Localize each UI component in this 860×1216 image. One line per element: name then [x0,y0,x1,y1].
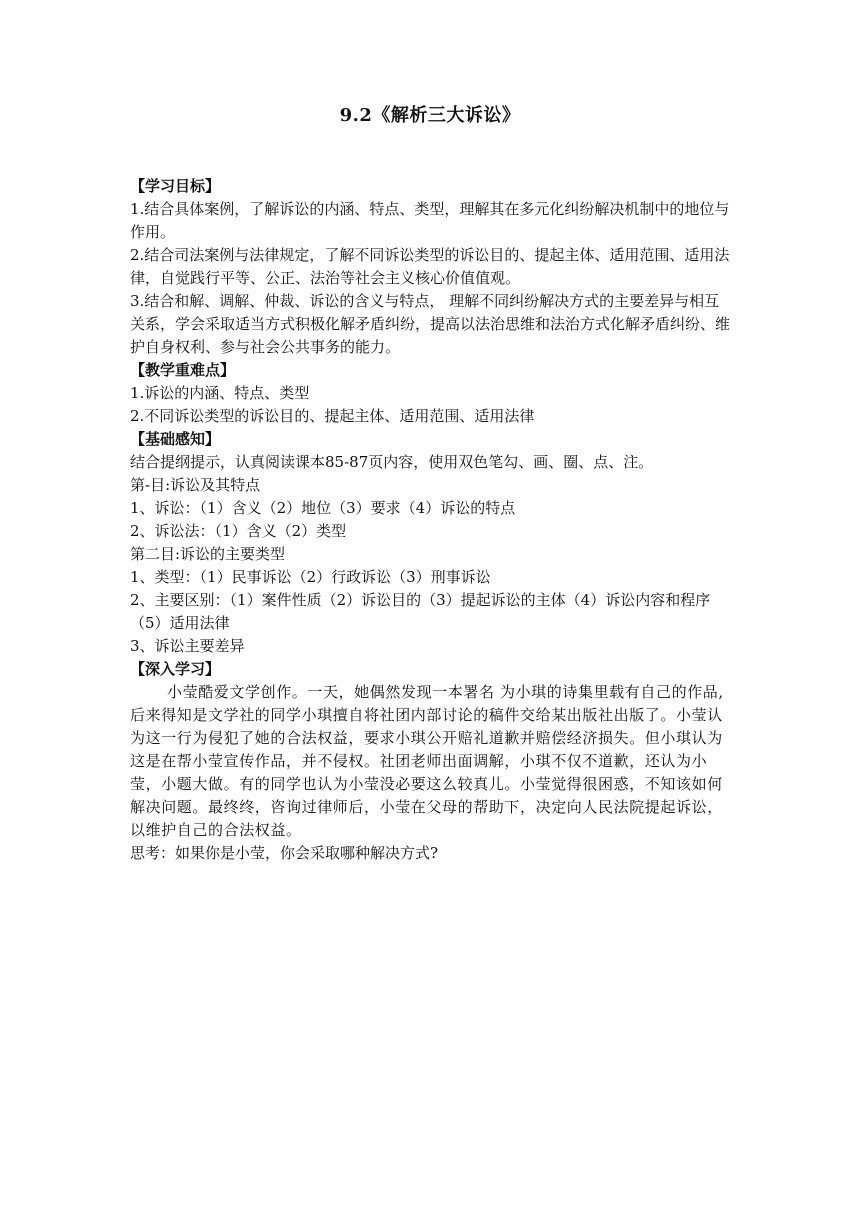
key-point-item: 2.不同诉讼类型的诉讼目的、提起主体、适用范围、适用法律 [130,407,535,425]
part2-item: 2、主要区别：（1）案件性质（2）诉讼目的（3）提起诉讼的主体（4）诉讼内容和程序（5）适用法律 [130,591,711,632]
part1-title: 第-目:诉讼及其特点 [130,476,261,494]
section-heading-deep: 【深入学习】 [130,660,221,678]
section-heading-key-points: 【教学重难点】 [130,361,236,379]
part2-item: 3、诉讼主要差异 [130,637,245,655]
document-title: 9.2《解析三大诉讼》 [339,105,521,126]
section-heading-basic: 【基础感知】 [130,430,221,448]
part1-item: 1、诉讼：（1）含义（2）地位（3）要求（4）诉讼的特点 [130,499,516,517]
think-question: 思考：如果你是小莹，你会采取哪种解决方式? [130,844,439,862]
key-point-item: 1.诉讼的内涵、特点、类型 [130,384,310,402]
story-paragraph: 小莹酷爱文学创作。一天，她偶然发现一本署名 为小琪的诗集里载有自己的作品,后来得知是文学社的同学小琪擅自将社团内部讨论的稿件交给某出版社出版了。小莹认为这一行为侵犯了她的合法权益，要求小琪公开赔礼道歉并赔偿经济损失。但小琪认为这是在帮小莹宣传作品，并不侵权。社团老师出面调解，小琪不仅不道歉，还认为小莹，小题大做。有的同学也认为小莹没必要这么较真儿。小莹觉得很困惑，不知该如何解决问题。最终终，咨询过律师后，小莹在父母的帮助下，决定向人民法院提起诉讼，以维护自己的合法权益。 [130,683,724,839]
section-heading-learning-goals: 【学习目标】 [130,177,221,195]
goal-item: 3.结合和解、调解、仲裁、诉讼的含义与特点， 理解不同纠纷解决方式的主要差异与相互关系，学会采取适当方式积极化解矛盾纠纷，提高以法治思维和法治方式化解矛盾纠纷、维护自身权利、参与社会公共事务的能力。 [130,292,731,356]
goal-item: 2.结合司法案例与法律规定，了解不同诉讼类型的诉讼目的、提起主体、适用范围、适用法律，自觉践行平等、公正、法治等社会主义核心价值值观。 [130,246,730,287]
part2-item: 1、类型：（1）民事诉讼（2）行政诉讼（3）刑事诉讼 [130,568,491,586]
part2-title: 第二目:诉讼的主要类型 [130,545,286,563]
goal-item: 1.结合具体案例，了解诉讼的内涵、特点、类型，理解其在多元化纠纷解决机制中的地位与作用。 [130,200,730,241]
document-body [130,175,730,865]
basic-intro: 结合提纲提示，认真阅读课本85-87页内容，使用双色笔勾、画、圈、点、注。 [130,453,654,471]
part1-item: 2、诉讼法：（1）含义（2）类型 [130,522,347,540]
